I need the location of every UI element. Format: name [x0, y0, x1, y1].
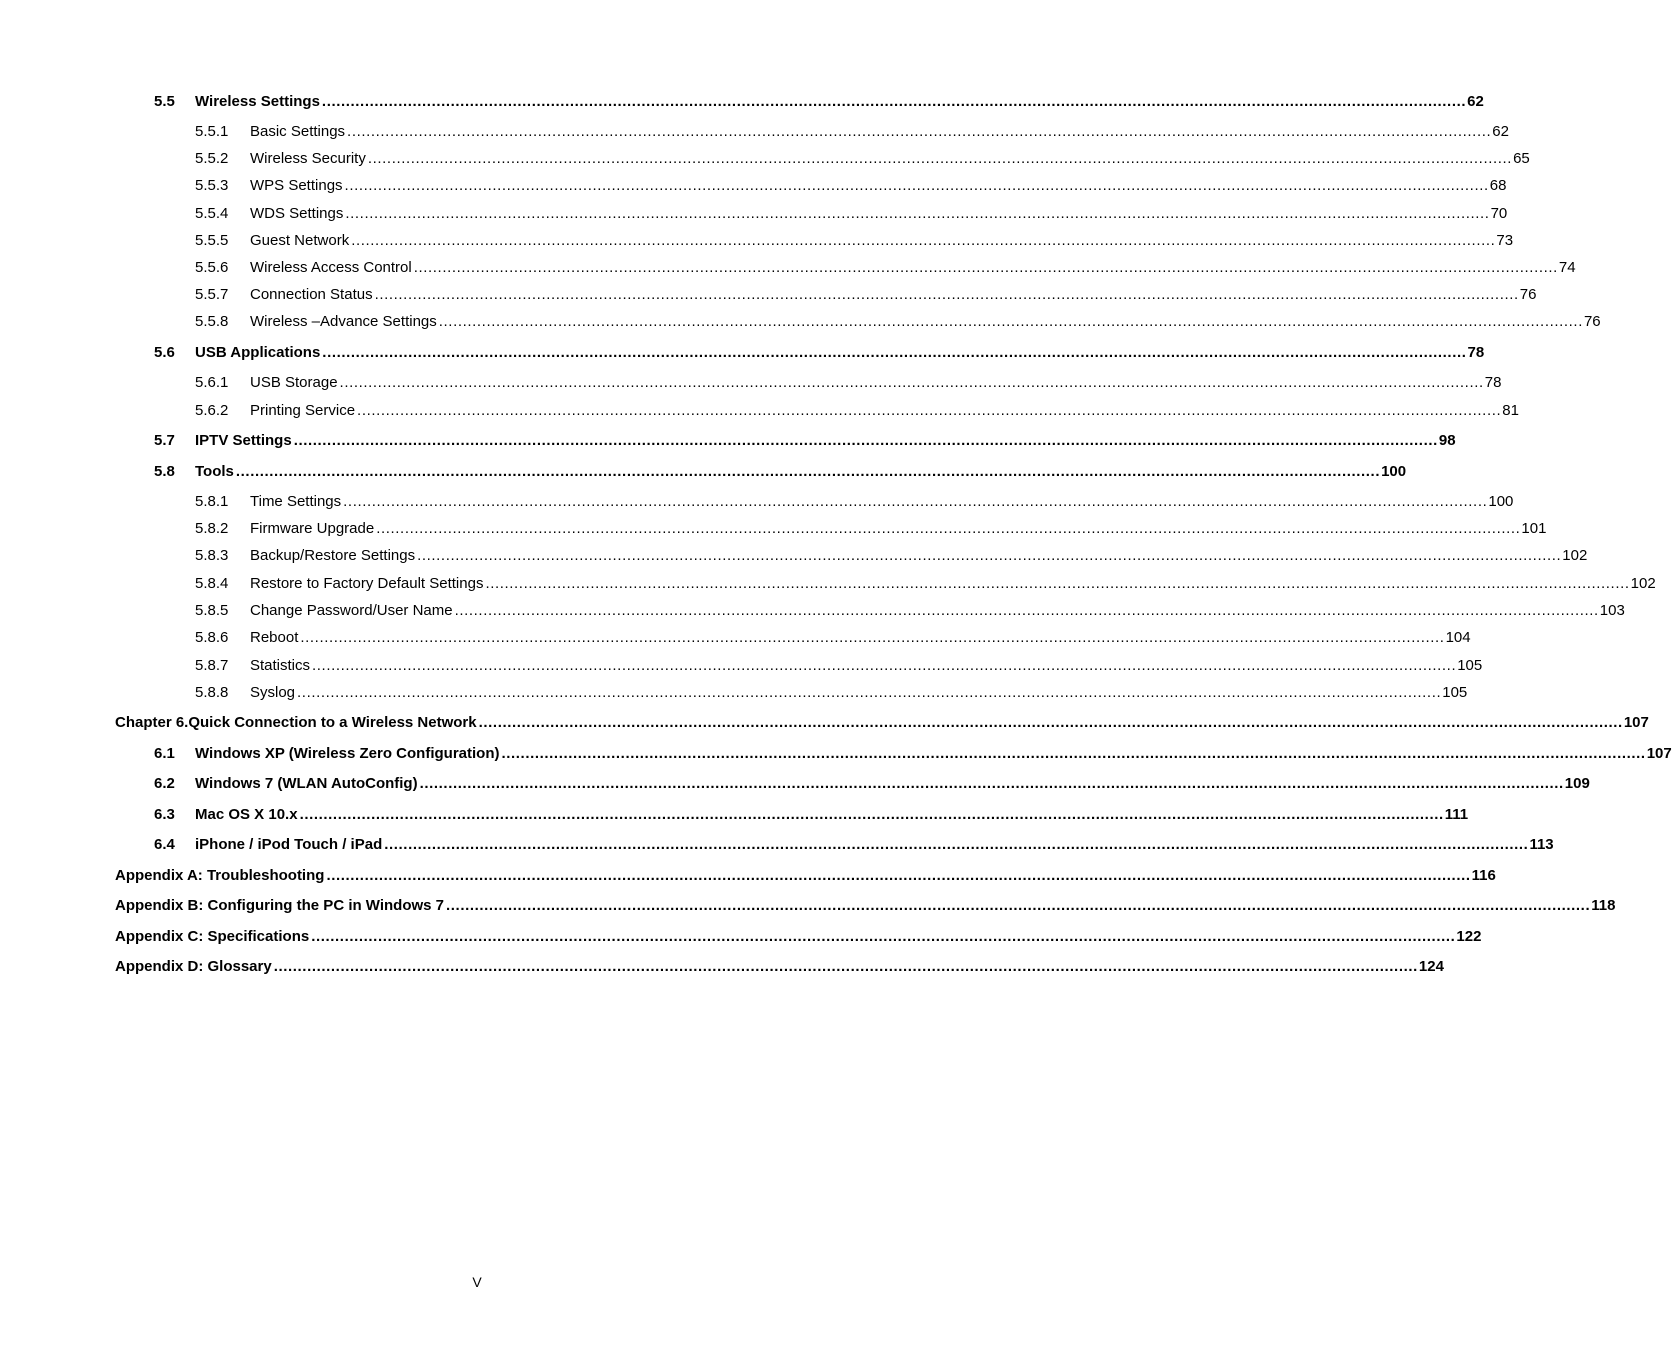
toc-entry-chapter-6[interactable]: [115, 713, 1649, 733]
toc-dot-leader: ................................................................................................................................................................................................................................................: [322, 344, 1467, 361]
toc-entry-number: 6.1: [154, 745, 175, 762]
toc-entry-page: 62: [1467, 93, 1484, 110]
toc-entry-5-8-4[interactable]: [195, 574, 1656, 594]
toc-entry-number: 5.8.5: [195, 602, 229, 619]
toc-dot-leader: ................................................................................................................................................................................................................................................: [454, 602, 1599, 619]
toc-entry-number: 5.5.1: [195, 123, 229, 140]
toc-entry-5-5[interactable]: [154, 92, 1484, 112]
toc-entry-page: 104: [1445, 629, 1471, 646]
toc-entry-title: Appendix A: Troubleshooting: [115, 867, 325, 884]
toc-dot-leader: ................................................................................................................................................................................................................................................: [374, 286, 1519, 303]
toc-entry-title: Syslog: [250, 684, 296, 701]
toc-dot-leader: ................................................................................................................................................................................................................................................: [344, 177, 1489, 194]
toc-entry-title: Time Settings: [250, 493, 342, 510]
toc-entry-title: Tools: [195, 463, 234, 480]
toc-entry-number: 5.5.7: [195, 286, 229, 303]
toc-dot-leader: ................................................................................................................................................................................................................................................: [300, 629, 1445, 646]
toc-entry-number: 5.8.1: [195, 493, 229, 510]
toc-entry-page: 98: [1438, 432, 1456, 449]
toc-entry-title: Windows XP (Wireless Zero Configuration): [195, 745, 500, 762]
toc-entry-title: Printing Service: [250, 402, 356, 419]
toc-entry-page: 111: [1444, 806, 1469, 823]
toc-entry-title: Wireless Settings: [195, 93, 320, 110]
toc-entry-page: 122: [1456, 928, 1482, 945]
toc-dot-leader: ................................................................................................................................................................................................................................................: [419, 775, 1564, 792]
toc-entry-page: 113: [1529, 836, 1554, 853]
toc-entry-number: 5.5.3: [195, 177, 229, 194]
toc-entry-title: Mac OS X 10.x: [195, 806, 298, 823]
toc-entry-title: Guest Network: [250, 232, 350, 249]
toc-entry-title: Change Password/User Name: [250, 602, 453, 619]
toc-entry-number: 5.5.4: [195, 205, 229, 222]
page-number: V: [472, 1274, 482, 1290]
toc-dot-leader: ................................................................................................................................................................................................................................................: [384, 836, 1529, 853]
toc-entry-5-8-8[interactable]: [195, 683, 1468, 703]
toc-dot-leader: ................................................................................................................................................................................................................................................: [357, 402, 1502, 419]
toc-entry-5-5-1[interactable]: [195, 122, 1509, 142]
toc-entry-5-5-2[interactable]: [195, 149, 1530, 169]
toc-entry-title: Wireless –Advance Settings: [250, 313, 437, 330]
toc-entry-appendix-b[interactable]: [115, 896, 1616, 916]
toc-entry-number: 5.5.8: [195, 313, 229, 330]
toc-dot-leader: ................................................................................................................................................................................................................................................: [297, 684, 1442, 701]
toc-entry-number: 5.7: [154, 432, 175, 449]
toc-entry-number: 5.5.6: [195, 259, 229, 276]
toc-entry-5-6-2[interactable]: [195, 401, 1519, 421]
toc-entry-5-8[interactable]: [154, 462, 1407, 482]
toc-entry-page: 101: [1521, 520, 1547, 537]
toc-entry-page: 107: [1623, 714, 1649, 731]
toc-entry-title: Chapter 6.Quick Connection to a Wireless Network: [115, 714, 477, 731]
toc-entry-title: Statistics: [250, 657, 311, 674]
toc-entry-title: WPS Settings: [250, 177, 343, 194]
toc-entry-number: 5.6: [154, 344, 175, 361]
toc-entry-6-4[interactable]: [154, 835, 1554, 855]
toc-entry-number: 5.6.2: [195, 402, 229, 419]
toc-entry-5-8-6[interactable]: [195, 628, 1471, 648]
toc-entry-5-5-6[interactable]: [195, 258, 1576, 278]
toc-entry-page: 74: [1558, 259, 1576, 276]
toc-dot-leader: ................................................................................................................................................................................................................................................: [347, 123, 1492, 140]
toc-entry-page: 62: [1492, 123, 1509, 140]
toc-entry-page: 107: [1646, 745, 1672, 762]
toc-entry-number: 5.8.2: [195, 520, 229, 537]
toc-entry-6-1[interactable]: [154, 744, 1672, 764]
toc-entry-5-5-4[interactable]: [195, 204, 1508, 224]
toc-entry-number: 5.6.1: [195, 374, 229, 391]
toc-entry-5-5-3[interactable]: [195, 176, 1507, 196]
toc-entry-5-6[interactable]: [154, 343, 1485, 363]
toc-dot-leader: ................................................................................................................................................................................................................................................: [326, 867, 1471, 884]
toc-dot-leader: ................................................................................................................................................................................................................................................: [351, 232, 1496, 249]
toc-entry-title: Wireless Access Control: [250, 259, 412, 276]
toc-dot-leader: ................................................................................................................................................................................................................................................: [235, 463, 1381, 480]
toc-dot-leader: ................................................................................................................................................................................................................................................: [311, 928, 1456, 945]
toc-entry-page: 105: [1457, 657, 1483, 674]
toc-entry-number: 5.8.7: [195, 657, 229, 674]
toc-entry-title: WDS Settings: [250, 205, 344, 222]
toc-entry-number: 5.8: [154, 463, 175, 480]
toc-entry-number: 6.3: [154, 806, 175, 823]
toc-entry-number: 5.5.5: [195, 232, 229, 249]
toc-dot-leader: ................................................................................................................................................................................................................................................: [321, 93, 1467, 110]
toc-dot-leader: ................................................................................................................................................................................................................................................: [293, 432, 1438, 449]
toc-dot-leader: ................................................................................................................................................................................................................................................: [339, 374, 1484, 391]
toc-entry-5-8-2[interactable]: [195, 519, 1547, 539]
toc-entry-number: 5.8.4: [195, 575, 229, 592]
toc-dot-leader: ................................................................................................................................................................................................................................................: [312, 657, 1457, 674]
toc-entry-title: iPhone / iPod Touch / iPad: [195, 836, 383, 853]
toc-entry-title: Connection Status: [250, 286, 373, 303]
toc-dot-leader: ................................................................................................................................................................................................................................................: [345, 205, 1490, 222]
toc-entry-page: 78: [1467, 344, 1485, 361]
toc-dot-leader: ................................................................................................................................................................................................................................................: [299, 806, 1444, 823]
toc-entry-5-8-5[interactable]: [195, 601, 1625, 621]
toc-entry-page: 100: [1381, 463, 1407, 480]
toc-entry-page: 76: [1519, 286, 1537, 303]
toc-entry-page: 65: [1513, 150, 1530, 167]
toc-entry-title: Appendix D: Glossary: [115, 958, 272, 975]
toc-entry-title: Restore to Factory Default Settings: [250, 575, 484, 592]
toc-entry-page: 109: [1564, 775, 1590, 792]
toc-entry-page: 81: [1502, 402, 1519, 419]
toc-entry-page: 73: [1496, 232, 1514, 249]
toc-entry-page: 105: [1442, 684, 1468, 701]
toc-entry-page: 100: [1488, 493, 1514, 510]
toc-entry-page: 102: [1630, 575, 1656, 592]
toc-entry-5-5-5[interactable]: [195, 231, 1514, 251]
toc-entry-number: 5.5.2: [195, 150, 229, 167]
toc-entry-number: 5.8.3: [195, 547, 229, 564]
toc-entry-title: Appendix B: Configuring the PC in Windows 7: [115, 897, 445, 914]
toc-entry-number: 5.8.6: [195, 629, 229, 646]
toc-entry-title: Windows 7 (WLAN AutoConfig): [195, 775, 418, 792]
toc-entry-number: 5.8.8: [195, 684, 229, 701]
toc-entry-number: 6.4: [154, 836, 175, 853]
toc-dot-leader: ................................................................................................................................................................................................................................................: [485, 575, 1630, 592]
toc-entry-5-8-1[interactable]: [195, 492, 1514, 512]
toc-entry-6-2[interactable]: [154, 774, 1590, 794]
toc-dot-leader: ................................................................................................................................................................................................................................................: [413, 259, 1558, 276]
toc-entry-appendix-c[interactable]: [115, 927, 1482, 947]
toc-entry-title: USB Storage: [250, 374, 338, 391]
toc-entry-page: 68: [1489, 177, 1507, 194]
toc-dot-leader: ................................................................................................................................................................................................................................................: [417, 547, 1562, 564]
toc-entry-5-7[interactable]: [154, 431, 1456, 451]
toc-dot-leader: ................................................................................................................................................................................................................................................: [438, 313, 1583, 330]
toc-entry-page: 118: [1591, 897, 1616, 914]
toc-entry-appendix-a[interactable]: [115, 866, 1496, 886]
toc-entry-page: 70: [1490, 205, 1508, 222]
toc-entry-page: 78: [1484, 374, 1502, 391]
toc-dot-leader: ................................................................................................................................................................................................................................................: [376, 520, 1521, 537]
toc-dot-leader: ................................................................................................................................................................................................................................................: [273, 958, 1418, 975]
toc-entry-title: IPTV Settings: [195, 432, 292, 449]
toc-entry-page: 76: [1583, 313, 1601, 330]
toc-entry-title: Appendix C: Specifications: [115, 928, 310, 945]
toc-entry-5-8-7[interactable]: [195, 656, 1483, 676]
toc-entry-title: Reboot: [250, 629, 299, 646]
toc-dot-leader: ................................................................................................................................................................................................................................................: [446, 897, 1591, 914]
toc-entry-6-3[interactable]: [154, 805, 1469, 825]
toc-entry-5-5-8[interactable]: [195, 312, 1601, 332]
toc-entry-number: 5.5: [154, 93, 175, 110]
toc-entry-title: Backup/Restore Settings: [250, 547, 416, 564]
toc-entry-title: USB Applications: [195, 344, 321, 361]
toc-entry-number: 6.2: [154, 775, 175, 792]
toc-dot-leader: ................................................................................................................................................................................................................................................: [343, 493, 1488, 510]
toc-entry-page: 116: [1471, 867, 1496, 884]
toc-entry-title: Wireless Security: [250, 150, 366, 167]
toc-entry-title: Basic Settings: [250, 123, 346, 140]
toc-entry-page: 103: [1599, 602, 1625, 619]
toc-dot-leader: ................................................................................................................................................................................................................................................: [501, 745, 1646, 762]
toc-entry-page: 124: [1418, 958, 1444, 975]
toc-entry-5-5-7[interactable]: [195, 285, 1537, 305]
toc-entry-5-8-3[interactable]: [195, 546, 1588, 566]
toc-entry-title: Firmware Upgrade: [250, 520, 375, 537]
toc-entry-appendix-d[interactable]: [115, 957, 1444, 977]
toc-entry-page: 102: [1562, 547, 1588, 564]
toc-dot-leader: ................................................................................................................................................................................................................................................: [367, 150, 1513, 167]
toc-entry-5-6-1[interactable]: [195, 373, 1502, 393]
toc-dot-leader: ................................................................................................................................................................................................................................................: [478, 714, 1623, 731]
